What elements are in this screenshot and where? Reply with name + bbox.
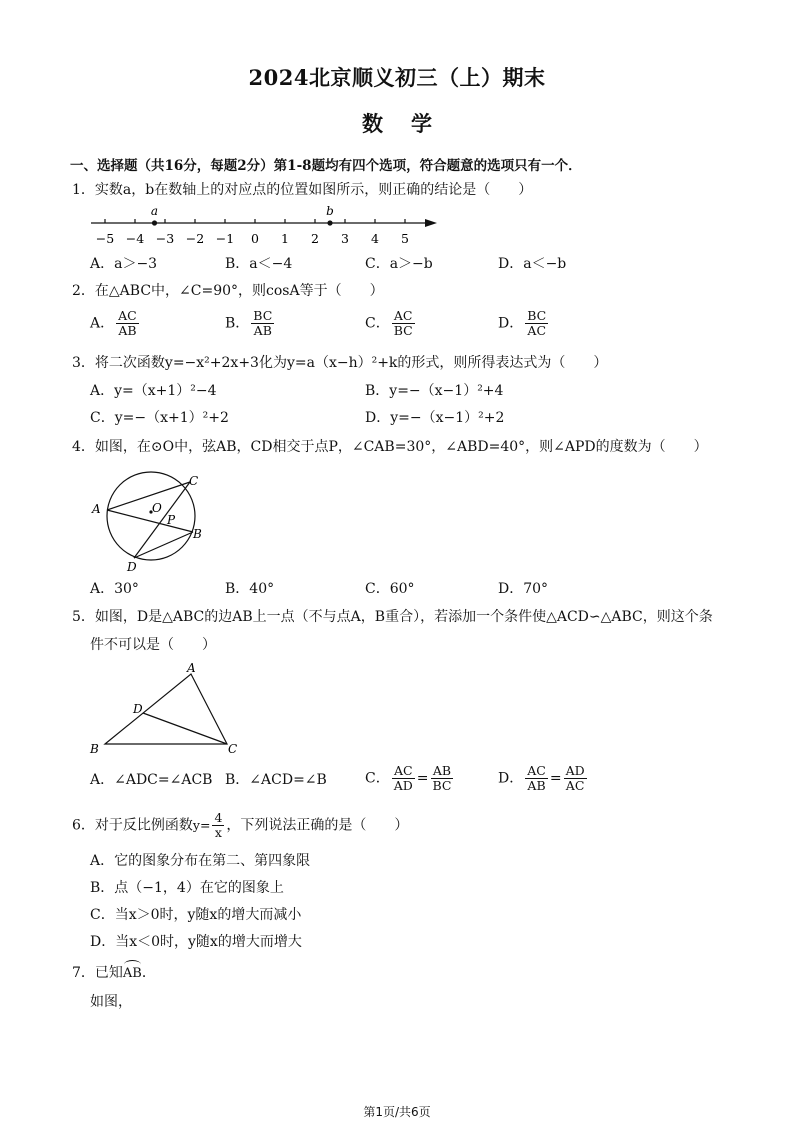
q1-option-a: A．a＞−3 [90, 256, 158, 272]
label-o: O [152, 501, 162, 515]
triangle-figure [85, 660, 245, 760]
tick-label: 4 [371, 231, 379, 246]
point-a [152, 220, 157, 225]
label-d: D [133, 702, 143, 716]
q6-option-a: A．它的图象分布在第二、第四象限 [90, 853, 311, 869]
q1-option-b: B．a＜−4 [225, 256, 293, 272]
tick-label: −3 [155, 231, 175, 246]
circle-figure [85, 468, 215, 576]
triangle-abc [105, 674, 227, 744]
tick-label: 1 [281, 231, 289, 246]
question-1-stem: 1．实数a，b在数轴上的对应点的位置如图所示，则正确的结论是（ ） [72, 182, 533, 198]
tick-label: 5 [401, 231, 409, 246]
q2-option-b: B． $\frac{BC}{AB}$ [225, 308, 273, 338]
q6-option-b: B．点（−1，4）在它的图象上 [90, 880, 284, 896]
tick-label: −4 [125, 231, 145, 246]
q4-option-c: C．60° [365, 581, 415, 597]
tick-label: 0 [251, 231, 259, 246]
q4-option-d: D．70° [498, 581, 549, 597]
chord-cd [134, 482, 190, 558]
label-c: C [228, 742, 238, 756]
segment-dc [143, 713, 227, 744]
point-b [327, 220, 332, 225]
subject-title: 数学 [362, 111, 460, 136]
q5-option-d: D． $\frac{AC}{AB}$ = $\frac{AD}{AC}$ [498, 763, 585, 793]
q6-option-d: D．当x＜0时，y随x的增大而增大 [90, 934, 302, 950]
question-5-stem-line1: 5．如图，D是△ABC的边AB上一点（不与点A，B重合），若添加一个条件使△ACD∽△ABC，则这个条 [72, 609, 713, 625]
q5-option-a: A．∠ADC=∠ACB [90, 772, 213, 788]
question-5-stem-line2: 件不可以是（ ） [90, 637, 216, 653]
q5-option-b: B．∠ACD=∠B [225, 772, 327, 788]
label-a: A [187, 661, 196, 675]
q4-option-a: A．30° [90, 581, 139, 597]
question-4-stem: 4．如图，在⊙O中，弦AB，CD相交于点P，∠CAB=30°，∠ABD=40°，则∠APD的度数为（ ） [72, 439, 708, 455]
label-b: B [193, 527, 202, 541]
point-b-label: b [326, 204, 334, 218]
question-7-line2: 如图， [90, 994, 132, 1010]
q6-option-c: C．当x＞0时，y随x的增大而减小 [90, 907, 302, 923]
question-6-stem: 6．对于反比例函数y= $\frac{4}{x}$ ，下列说法正确的是（ ） [72, 810, 409, 840]
point-a-label: a [150, 204, 159, 218]
q4-option-b: B．40° [225, 581, 275, 597]
q3-option-a: A．y=（x+1）²−4 [90, 383, 217, 399]
page-footer: 第1页/共6页 [363, 1105, 431, 1119]
q5-option-c: C． $\frac{AC}{AD}$ = $\frac{AB}{BC}$ [365, 763, 452, 793]
label-p: P [167, 513, 176, 527]
number-line-arrow [425, 219, 437, 227]
q1-option-d: D．a＜−b [498, 256, 567, 272]
q1-option-c: C．a＞−b [365, 256, 433, 272]
chord-ab [107, 510, 193, 532]
label-c: C [189, 474, 199, 488]
q2-option-a: A． $\frac{AC}{AB}$ [90, 308, 137, 338]
q3-option-d: D．y=−（x−1）²+2 [365, 410, 505, 426]
question-2-stem: 2．在△ABC中，∠C=90°，则cosA等于（ ） [72, 283, 384, 299]
chord-ac [107, 482, 190, 510]
tick-label: −2 [185, 231, 205, 246]
question-3-stem: 3．将二次函数y=−x²+2x+3化为y=a（x−h）²+k的形式，则所得表达式为（ ） [72, 355, 608, 371]
question-7-stem: 7．已知AB． [72, 965, 156, 981]
section-heading: 一、选择题（共16分，每题2分）第1-8题均有四个选项，符合题意的选项只有一个． [70, 158, 582, 174]
number-line-figure [85, 203, 445, 251]
label-a: A [92, 502, 101, 516]
tick-label: 2 [311, 231, 319, 246]
q2-option-c: C． $\frac{AC}{BC}$ [365, 308, 413, 338]
label-b: B [90, 742, 99, 756]
arc-ab: AB [122, 966, 142, 981]
q3-option-b: B．y=−（x−1）²+4 [365, 383, 504, 399]
q2-option-d: D． $\frac{BC}{AC}$ [498, 308, 547, 338]
tick-label: 3 [341, 231, 349, 246]
q3-option-c: C．y=−（x+1）²+2 [90, 410, 229, 426]
page-title: 2024北京顺义初三（上）期末 [248, 65, 546, 90]
tick-label: −1 [215, 231, 235, 246]
tick-label: −5 [95, 231, 115, 246]
label-d: D [127, 560, 137, 574]
